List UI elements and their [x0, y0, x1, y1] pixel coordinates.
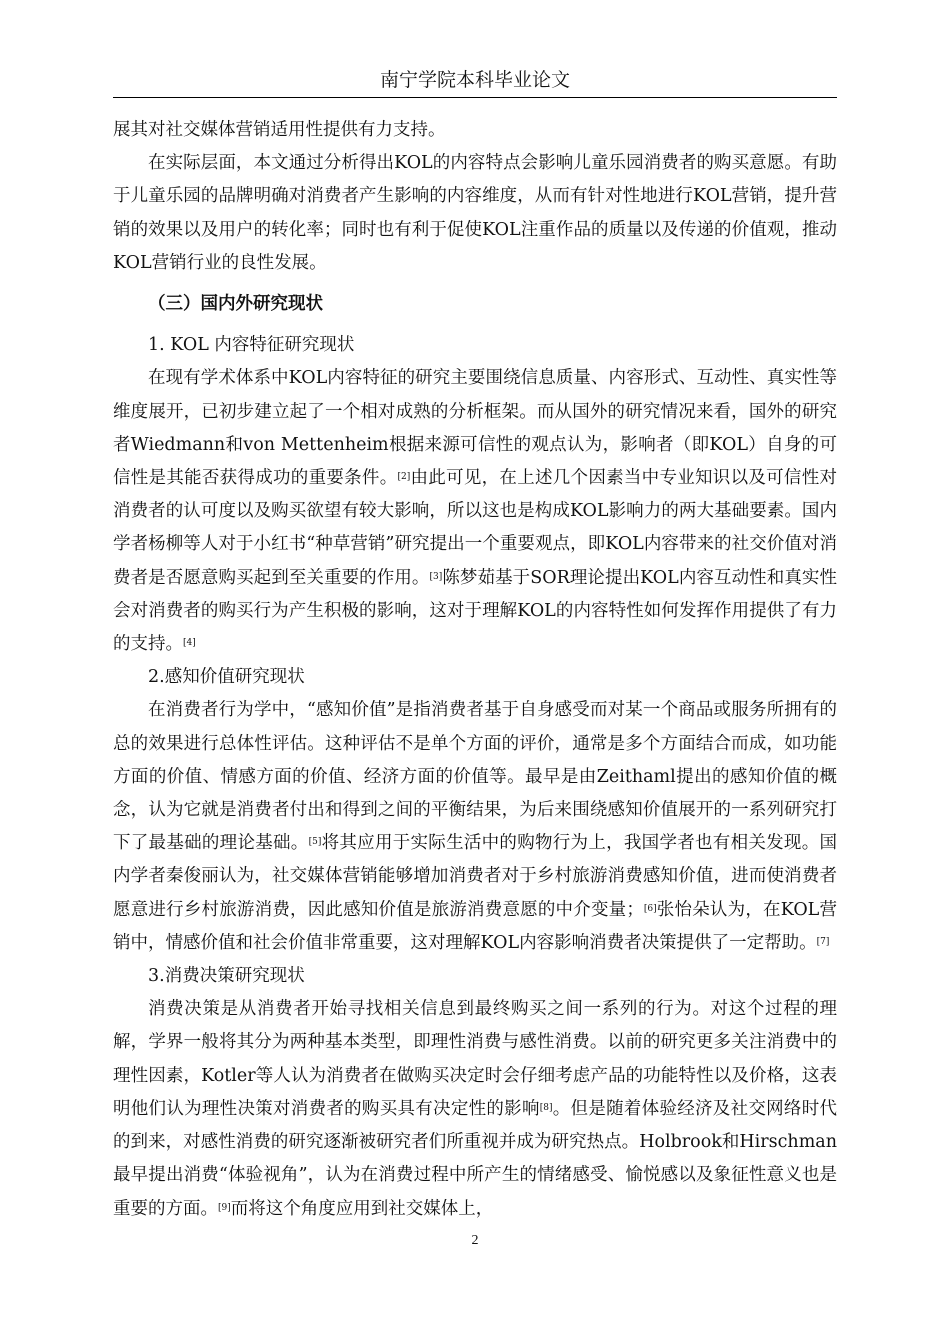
paragraph-kol-content — [113, 362, 837, 661]
page-body — [113, 114, 837, 1226]
subheading-kol-content: 1. KOL 内容特征研究现状 — [148, 335, 355, 356]
subheading-perceived-value: 2.感知价值研究现状 — [148, 667, 305, 688]
section-heading-research-status: （三）国内外研究现状 — [148, 294, 323, 315]
citation-ref: [5] — [308, 837, 322, 848]
header-divider — [113, 97, 837, 98]
page-number: 2 — [471, 1233, 479, 1248]
citation-ref: [6] — [643, 903, 657, 914]
paragraph-practical-significance: 在实际层面，本文通过分析得出KOL的内容特点会影响儿童乐园消费者的购买意愿。有助于儿童乐园的品牌明确对消费者产生影响的内容维度，从而有针对性地进行KOL营销，提升营销的效果以及用户的转化率；同时也有利于促使KOL注重作品的质量以及传递的价值观，推动KOL营销行业的良性发展。 — [113, 153, 837, 273]
paragraph-text: 在消费者行为学中，“感知价值”是指消费者基于自身感受而对某一个商品或服务所拥有的总的效果进行总体性评估。这种评估不是单个方面的评价，通常是多个方面结合而成，如功能方面的价值、情感方面的价值、经济方面的价值等。最早是由Zeithaml提出的感知价值的概念，认为它就是消费者付出和得到之间的平衡结果，为后来围绕感知价值展开的一系列研究打下了最基础的理论基础。 — [113, 700, 837, 854]
citation-ref: [4] — [183, 638, 196, 649]
paragraph-text: 在现有学术体系中KOL内容特征的研究主要围绕信息质量、内容形式、互动性、真实性等维度展开，已初步建立起了一个相对成熟的分析框架。而从国外的研究情况来看，国外的研究者Wiedmann和von Mettenheim根据来源可信性的观点认为，影响者（即KOL）自身的可信性是其能否获得成功的重要条件。 — [113, 368, 837, 489]
citation-ref: [7] — [816, 936, 830, 947]
citation-ref: [8] — [539, 1102, 553, 1113]
paragraph-text: 。但是随着体验经济及社交网络时代的到来，对感性消费的研究逐渐被研究者们所重视并成为研究热点。Holbrook和Hirschman最早提出消费“体验视角”，认为在消费过程中所产生的情绪感受、愉悦感以及象征性意义也是重要的方面。 — [113, 1098, 837, 1219]
citation-ref: [9] — [218, 1202, 231, 1213]
paragraph-perceived-value — [113, 694, 837, 960]
subheading-consumer-decision: 3.消费决策研究现状 — [148, 966, 305, 987]
paragraph-text: 消费决策是从消费者开始寻找相关信息到最终购买之间一系列的行为。对这个过程的理解，学界一般将其分为两种基本类型，即理性消费与感性消费。以前的研究更多关注消费中的理性因素，Kotler等人认为消费者在做购买决定时会仔细考虑产品的功能特性以及价格，这表明他们认为理性决策对消费者的购买具有决定性的影响 — [113, 999, 837, 1119]
citation-ref: [2] — [397, 472, 411, 483]
paragraph-text: 由此可见，在上述几个因素当中专业知识以及可信性对消费者的认可度以及购买欲望有较大影响，所以这也是构成KOL影响力的两大基础要素。国内学者杨柳等人对于小红书“种草营销”研究提出一个重要观点，即KOL内容带来的社交价值对消费者是否愿意购买起到至关重要的作用。 — [113, 468, 837, 588]
citation-ref: [3] — [429, 571, 443, 582]
paragraph-consumer-decision — [113, 993, 837, 1225]
paragraph-text: 将其应用于实际生活中的购物行为上，我国学者也有相关发现。国内学者秦俊丽认为，社交媒体营销能够增加消费者对于乡村旅游消费感知价值，进而使消费者愿意进行乡村旅游消费，因此感知价值是旅游消费意愿的中介变量； — [113, 833, 837, 920]
paragraph-text: 张怡朵认为，在KOL营销中，情感价值和社会价值非常重要，这对理解KOL内容影响消费者决策提供了一定帮助。 — [113, 899, 837, 953]
paragraph-text: 陈梦茹基于SOR理论提出KOL内容互动性和真实性会对消费者的购买行为产生积极的影响，这对于理解KOL的内容特性如何发挥作用提供了有力的支持。 — [113, 567, 837, 655]
paragraph-text: 而将这个角度应用到社交媒体上， — [230, 1198, 494, 1219]
paragraph-continuation: 展其对社交媒体营销适用性提供有力支持。 — [113, 120, 446, 140]
page-header: 南宁学院本科毕业论文 — [379, 69, 570, 91]
